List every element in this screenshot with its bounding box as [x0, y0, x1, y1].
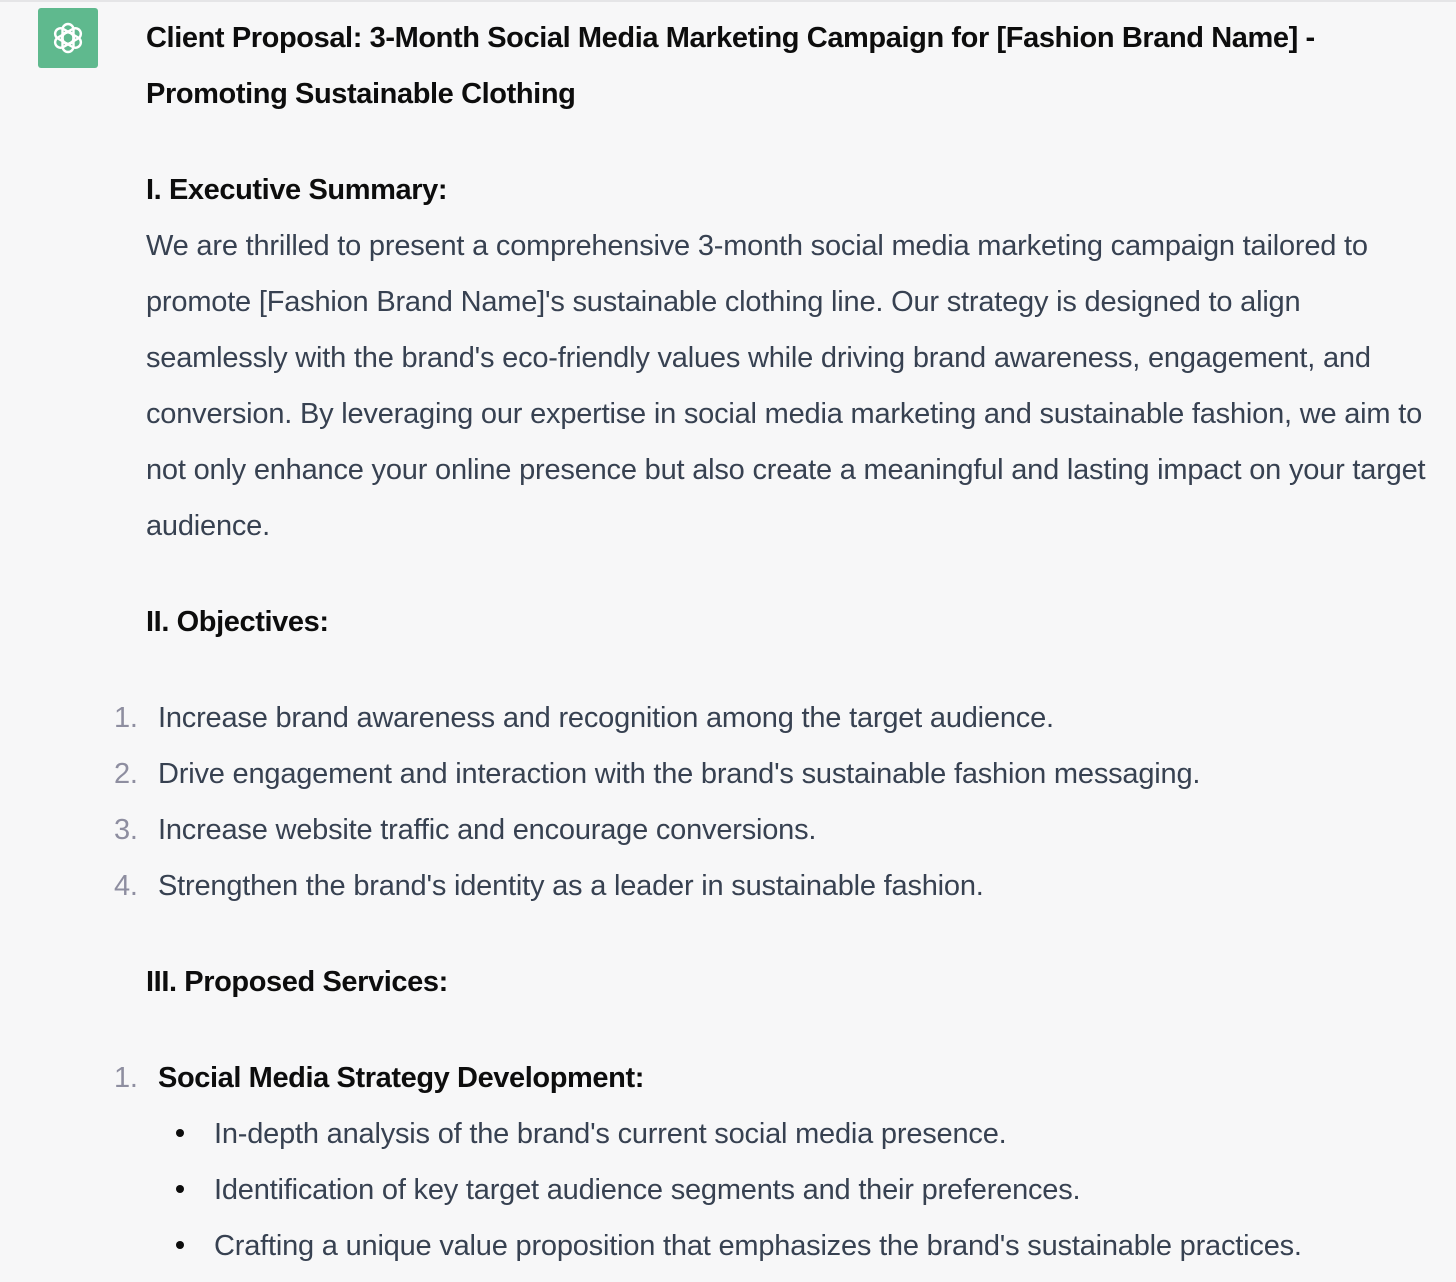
section-heading: III. Proposed Services:: [146, 966, 448, 998]
list-number: 3.: [114, 814, 138, 846]
bullet-item: [202, 1106, 1436, 1162]
bullet-text: Crafting a unique value proposition that emphasizes the brand's sustainable practices.: [214, 1230, 1302, 1262]
bullet-icon: [176, 1241, 184, 1249]
section-heading: I. Executive Summary:: [146, 174, 448, 206]
message-content: [114, 10, 1436, 1274]
top-divider: [0, 0, 1456, 2]
list-number: 1.: [114, 1062, 138, 1094]
bullet-item: [202, 1162, 1436, 1218]
list-item-text: Drive engagement and interaction with the brand's sustainable fashion messaging.: [158, 758, 1201, 790]
list-item: [114, 746, 1436, 802]
assistant-avatar: [38, 8, 98, 68]
list-item-text: Increase brand awareness and recognition among the target audience.: [158, 702, 1054, 734]
service-bullets: [158, 1106, 1436, 1274]
bullet-icon: [176, 1185, 184, 1193]
list-number: 4.: [114, 870, 138, 902]
executive-summary-section: [146, 162, 1436, 554]
services-list: [114, 1050, 1436, 1274]
service-title: Social Media Strategy Development:: [158, 1062, 644, 1094]
list-number: 1.: [114, 702, 138, 734]
bullet-text: In-depth analysis of the brand's current social media presence.: [214, 1118, 1007, 1150]
section-heading: II. Objectives:: [146, 606, 329, 638]
list-item-text: Increase website traffic and encourage conversions.: [158, 814, 817, 846]
objectives-section: [114, 594, 1436, 914]
proposal-title: Client Proposal: 3-Month Social Media Marketing Campaign for [Fashion Brand Name] - Promoting Sustainable Clothing: [146, 22, 1315, 110]
bullet-text: Identification of key target audience segments and their preferences.: [214, 1174, 1081, 1206]
bullet-item: [202, 1218, 1436, 1274]
list-item-text: Strengthen the brand's identity as a leader in sustainable fashion.: [158, 870, 984, 902]
objectives-list: [114, 690, 1436, 914]
list-item: [114, 690, 1436, 746]
list-item: [114, 858, 1436, 914]
proposed-services-section: [114, 954, 1436, 1274]
executive-summary-paragraph: We are thrilled to present a comprehensive 3-month social media marketing campaign tailored to promote [Fashion Brand Name]'s sustainable clothing line. Our strategy is designed to align seamlessly with the brand's eco-friendly values while driving brand awareness, engagement, and conversion. By leveraging our expertise in social media marketing and sustainable fashion, we aim to not only enhance your online presence but also create a meaningful and lasting impact on your target audience.: [146, 230, 1426, 542]
openai-logo-icon: [48, 18, 88, 58]
list-item: [114, 1050, 1436, 1274]
list-number: 2.: [114, 758, 138, 790]
bullet-icon: [176, 1129, 184, 1137]
list-item: [114, 802, 1436, 858]
